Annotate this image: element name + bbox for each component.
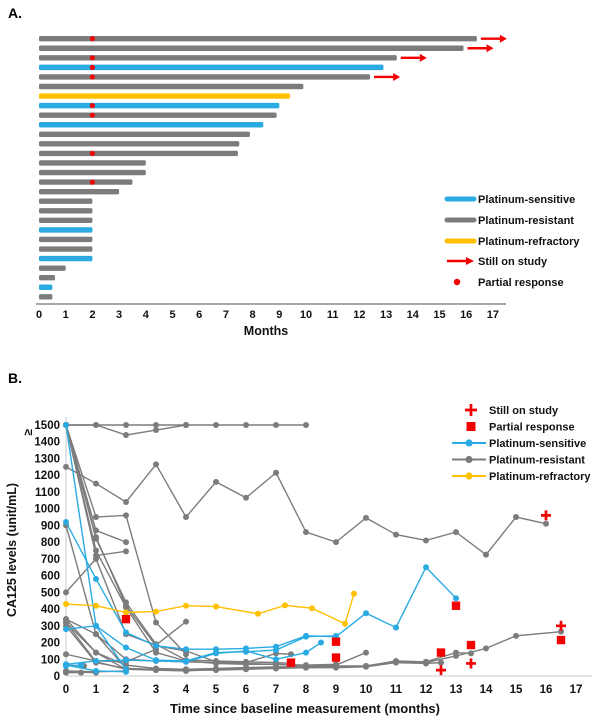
series-point-resistant (123, 599, 129, 605)
series-point-resistant (93, 553, 99, 559)
x-tick-label: 15 (433, 309, 446, 321)
x-tick-label: 17 (569, 684, 583, 696)
series-point-resistant (63, 670, 69, 676)
series-point-resistant (273, 422, 279, 428)
x-tick-label: 2 (122, 684, 130, 696)
y-tick-label: 200 (40, 637, 60, 650)
ca125-line-chart (0, 360, 604, 723)
x-tick-label: 1 (62, 309, 69, 321)
legend-label: Platinum-sensitive (489, 438, 587, 450)
legend-label: Platinum-refractory (489, 471, 591, 483)
series-line-resistant (66, 619, 561, 669)
legend-label: Partial response (489, 421, 575, 434)
series-point-sensitive (183, 659, 189, 665)
partial-response-square-icon (122, 615, 130, 623)
series-point-resistant (123, 432, 129, 438)
y-tick-label: 1300 (34, 453, 60, 466)
partial-response-square-icon (332, 653, 340, 661)
y-tick-label: 800 (40, 537, 60, 550)
series-point-sensitive (273, 656, 279, 662)
swimmer-bar (39, 84, 303, 89)
x-tick-label: 5 (212, 684, 220, 696)
series-point-resistant (213, 479, 219, 485)
swimmer-bar (39, 170, 146, 175)
swimmer-bar (39, 132, 250, 137)
series-point-sensitive (123, 645, 129, 651)
x-tick-label: 16 (460, 309, 473, 321)
series-point-resistant (63, 464, 69, 470)
swimmer-bar (39, 46, 464, 51)
series-point-refractory (309, 605, 315, 611)
series-line-resistant (66, 425, 336, 665)
legend-label: Platinum-sensitive (478, 194, 576, 206)
x-tick-label: 10 (299, 309, 313, 321)
series-point-resistant (468, 650, 474, 656)
series-point-resistant (483, 645, 489, 651)
swimmer-bar (39, 256, 92, 261)
partial-response-square-icon (557, 636, 565, 644)
x-tick-label: 9 (276, 309, 283, 321)
series-point-resistant (123, 512, 129, 518)
y-tick-label: 1000 (34, 503, 60, 516)
series-point-resistant (243, 422, 249, 428)
series-point-resistant (78, 670, 84, 676)
series-point-refractory (183, 603, 189, 609)
series-point-resistant (183, 667, 189, 673)
partial-response-dot-icon (90, 36, 95, 41)
y-tick-label: 1400 (34, 436, 60, 449)
series-point-resistant (153, 666, 159, 672)
series-point-resistant (213, 422, 219, 428)
series-point-sensitive (123, 657, 129, 663)
x-tick-label: 1 (92, 684, 100, 696)
series-point-resistant (363, 650, 369, 656)
series-point-resistant (153, 619, 159, 625)
swimmer-bar (39, 103, 279, 108)
series-point-sensitive (273, 647, 279, 653)
series-point-resistant (63, 651, 69, 657)
x-axis-title: Time since baseline measurement (months) (170, 701, 440, 716)
series-point-sensitive (78, 662, 84, 668)
legend-label: Still on study (489, 405, 559, 417)
x-tick-label: 13 (449, 684, 463, 696)
series-point-resistant (303, 529, 309, 535)
y-axis-title: CA125 levels (unit/mL) (5, 482, 19, 618)
series-point-resistant (93, 514, 99, 520)
x-tick-label: 6 (242, 684, 250, 696)
swimmer-bar (39, 151, 238, 156)
series-point-resistant (123, 499, 129, 505)
partial-response-dot-icon (90, 103, 95, 108)
x-tick-label: 13 (379, 309, 393, 321)
series-point-resistant (513, 633, 519, 639)
swimmer-bar (39, 74, 370, 79)
legend-square-icon (467, 422, 476, 431)
partial-response-dot-icon (90, 55, 95, 60)
partial-response-square-icon (287, 658, 295, 666)
y-tick-label: 700 (40, 553, 60, 566)
x-tick-label: 5 (169, 309, 176, 321)
swimmer-bar (39, 227, 92, 232)
arrow-head-icon (500, 35, 507, 43)
x-tick-label: 14 (406, 309, 419, 321)
x-tick-label: 3 (116, 309, 123, 321)
swimmer-bar (39, 93, 290, 98)
partial-response-dot-icon (90, 74, 95, 79)
series-point-refractory (123, 609, 129, 615)
y-tick-label: 600 (40, 570, 60, 583)
partial-response-square-icon (437, 648, 445, 656)
swimmer-bar (39, 36, 477, 41)
series-point-resistant (423, 660, 429, 666)
series-point-resistant (363, 515, 369, 521)
series-point-sensitive (153, 658, 159, 664)
legend-dot-icon (465, 456, 472, 463)
partial-response-dot-icon (90, 180, 95, 185)
y-axis-max-symbol: ≥ (21, 429, 35, 436)
series-point-sensitive (183, 646, 189, 652)
legend-label: Still on study (478, 256, 548, 268)
series-point-resistant (93, 631, 99, 637)
series-point-resistant (93, 422, 99, 428)
series-line-resistant (66, 464, 546, 554)
still-on-study-plus-icon (466, 658, 476, 668)
arrow-head-icon (487, 44, 494, 52)
series-point-resistant (543, 521, 549, 527)
x-tick-label: 2 (89, 309, 96, 321)
series-point-sensitive (93, 576, 99, 582)
series-point-sensitive (243, 648, 249, 654)
partial-response-dot-icon (90, 151, 95, 156)
series-point-sensitive (303, 634, 309, 640)
series-point-sensitive (363, 610, 369, 616)
series-point-resistant (363, 664, 369, 670)
x-tick-label: 7 (272, 684, 280, 696)
legend-label: Platinum-resistant (489, 454, 585, 467)
series-point-resistant (273, 470, 279, 476)
arrow-head-icon (420, 54, 427, 62)
x-tick-label: 12 (419, 684, 433, 696)
x-tick-label: 7 (222, 309, 229, 321)
still-on-study-plus-icon (436, 665, 446, 675)
y-tick-label: 1100 (35, 486, 60, 499)
y-tick-label: 400 (40, 604, 60, 617)
partial-response-square-icon (452, 602, 460, 610)
x-tick-label: 10 (359, 684, 373, 696)
x-tick-label: 8 (249, 309, 256, 321)
series-point-sensitive (63, 422, 69, 428)
legend-dot-icon (454, 279, 460, 285)
series-point-resistant (123, 539, 129, 545)
x-tick-label: 15 (509, 684, 523, 696)
series-point-refractory (255, 611, 261, 617)
swimmer-bar (39, 141, 239, 146)
partial-response-square-icon (332, 637, 340, 645)
series-point-sensitive (153, 643, 159, 649)
series-point-resistant (183, 422, 189, 428)
series-point-resistant (393, 532, 399, 538)
series-point-resistant (393, 660, 399, 666)
swimmer-bar (39, 179, 132, 184)
series-point-sensitive (93, 623, 99, 629)
x-tick-label: 11 (326, 309, 339, 321)
swimmer-bar (39, 285, 52, 290)
series-point-refractory (93, 603, 99, 609)
swimmer-bar (39, 246, 92, 251)
partial-response-dot-icon (90, 65, 95, 70)
x-tick-label: 12 (353, 309, 366, 321)
series-point-sensitive (63, 519, 69, 525)
swimmer-bar (39, 199, 92, 204)
swimmer-bar (39, 294, 52, 299)
series-point-resistant (513, 514, 519, 520)
series-point-refractory (342, 621, 348, 627)
series-point-resistant (423, 537, 429, 543)
series-point-resistant (93, 650, 99, 656)
series-point-resistant (453, 650, 459, 656)
series-point-resistant (213, 658, 219, 664)
series-point-resistant (243, 495, 249, 501)
swimmer-bar (39, 218, 92, 223)
series-point-resistant (93, 481, 99, 487)
legend-label: Platinum-refractory (478, 236, 580, 248)
series-point-resistant (333, 539, 339, 545)
x-tick-label: 0 (62, 684, 70, 696)
series-point-sensitive (303, 650, 309, 656)
legend-label: Platinum-resistant (478, 215, 574, 227)
swimmer-bar (39, 160, 146, 165)
x-tick-label: 0 (35, 309, 43, 321)
series-point-resistant (438, 660, 444, 666)
swimmer-bar (39, 237, 92, 242)
x-axis-title: Months (243, 324, 289, 338)
series-point-resistant (183, 514, 189, 520)
x-tick-label: 4 (182, 684, 190, 696)
x-tick-label: 6 (196, 309, 203, 321)
series-point-resistant (93, 536, 99, 542)
arrow-head-icon (393, 73, 400, 81)
y-tick-label: 1200 (34, 470, 60, 483)
series-point-resistant (303, 422, 309, 428)
series-point-sensitive (393, 624, 399, 630)
series-point-resistant (93, 527, 99, 533)
series-point-sensitive (123, 629, 129, 635)
series-point-resistant (243, 659, 249, 665)
y-tick-label: 1500 (34, 420, 60, 433)
legend-plus-icon (465, 404, 477, 416)
panel-a-label: A. (8, 5, 22, 21)
series-point-sensitive (213, 650, 219, 656)
series-point-refractory (153, 609, 159, 615)
y-tick-label: 300 (40, 620, 60, 633)
series-point-resistant (483, 552, 489, 558)
y-tick-label: 900 (40, 520, 60, 533)
still-on-study-plus-icon (541, 510, 551, 520)
x-tick-label: 11 (389, 684, 403, 696)
x-tick-label: 14 (479, 684, 493, 696)
still-on-study-plus-icon (556, 621, 566, 631)
panel-b-label: B. (8, 370, 22, 386)
series-point-sensitive (123, 669, 129, 675)
series-point-resistant (453, 529, 459, 535)
swimmer-bar (39, 189, 119, 194)
swimmer-bar (39, 275, 55, 280)
series-point-sensitive (63, 663, 69, 669)
series-point-resistant (153, 461, 159, 467)
x-tick-label: 9 (332, 684, 340, 696)
y-tick-label: 500 (40, 587, 60, 600)
x-tick-label: 16 (539, 684, 553, 696)
x-tick-label: 4 (142, 309, 149, 321)
series-point-sensitive (318, 640, 324, 646)
swimmer-bar (39, 208, 92, 213)
series-point-resistant (123, 548, 129, 554)
series-point-resistant (333, 661, 339, 667)
x-tick-label: 17 (486, 309, 500, 321)
swimmer-bar (39, 122, 263, 127)
series-point-refractory (213, 604, 219, 610)
legend-dot-icon (465, 439, 472, 446)
series-point-sensitive (93, 658, 99, 664)
series-point-resistant (183, 619, 189, 625)
x-tick-label: 3 (152, 684, 160, 696)
swimmer-bar (39, 112, 277, 117)
series-point-refractory (282, 602, 288, 608)
partial-response-square-icon (467, 641, 475, 649)
swimmer-plot (0, 0, 604, 360)
series-point-resistant (123, 422, 129, 428)
legend-label: Partial response (478, 277, 564, 289)
series-point-resistant (63, 589, 69, 595)
series-point-resistant (153, 427, 159, 433)
legend-dot-icon (465, 472, 472, 479)
series-point-sensitive (453, 595, 459, 601)
y-tick-label: 0 (53, 671, 60, 683)
partial-response-dot-icon (90, 113, 95, 118)
x-tick-label: 8 (302, 684, 310, 696)
series-point-sensitive (93, 668, 99, 674)
series-point-sensitive (63, 626, 69, 632)
series-point-sensitive (423, 564, 429, 570)
series-point-resistant (213, 667, 219, 673)
legend-arrow-head-icon (466, 257, 474, 265)
series-point-refractory (351, 591, 357, 597)
y-tick-label: 100 (40, 654, 60, 667)
series-point-resistant (303, 662, 309, 668)
swimmer-bar (39, 265, 66, 270)
series-point-resistant (63, 619, 69, 625)
series-point-refractory (63, 601, 69, 607)
